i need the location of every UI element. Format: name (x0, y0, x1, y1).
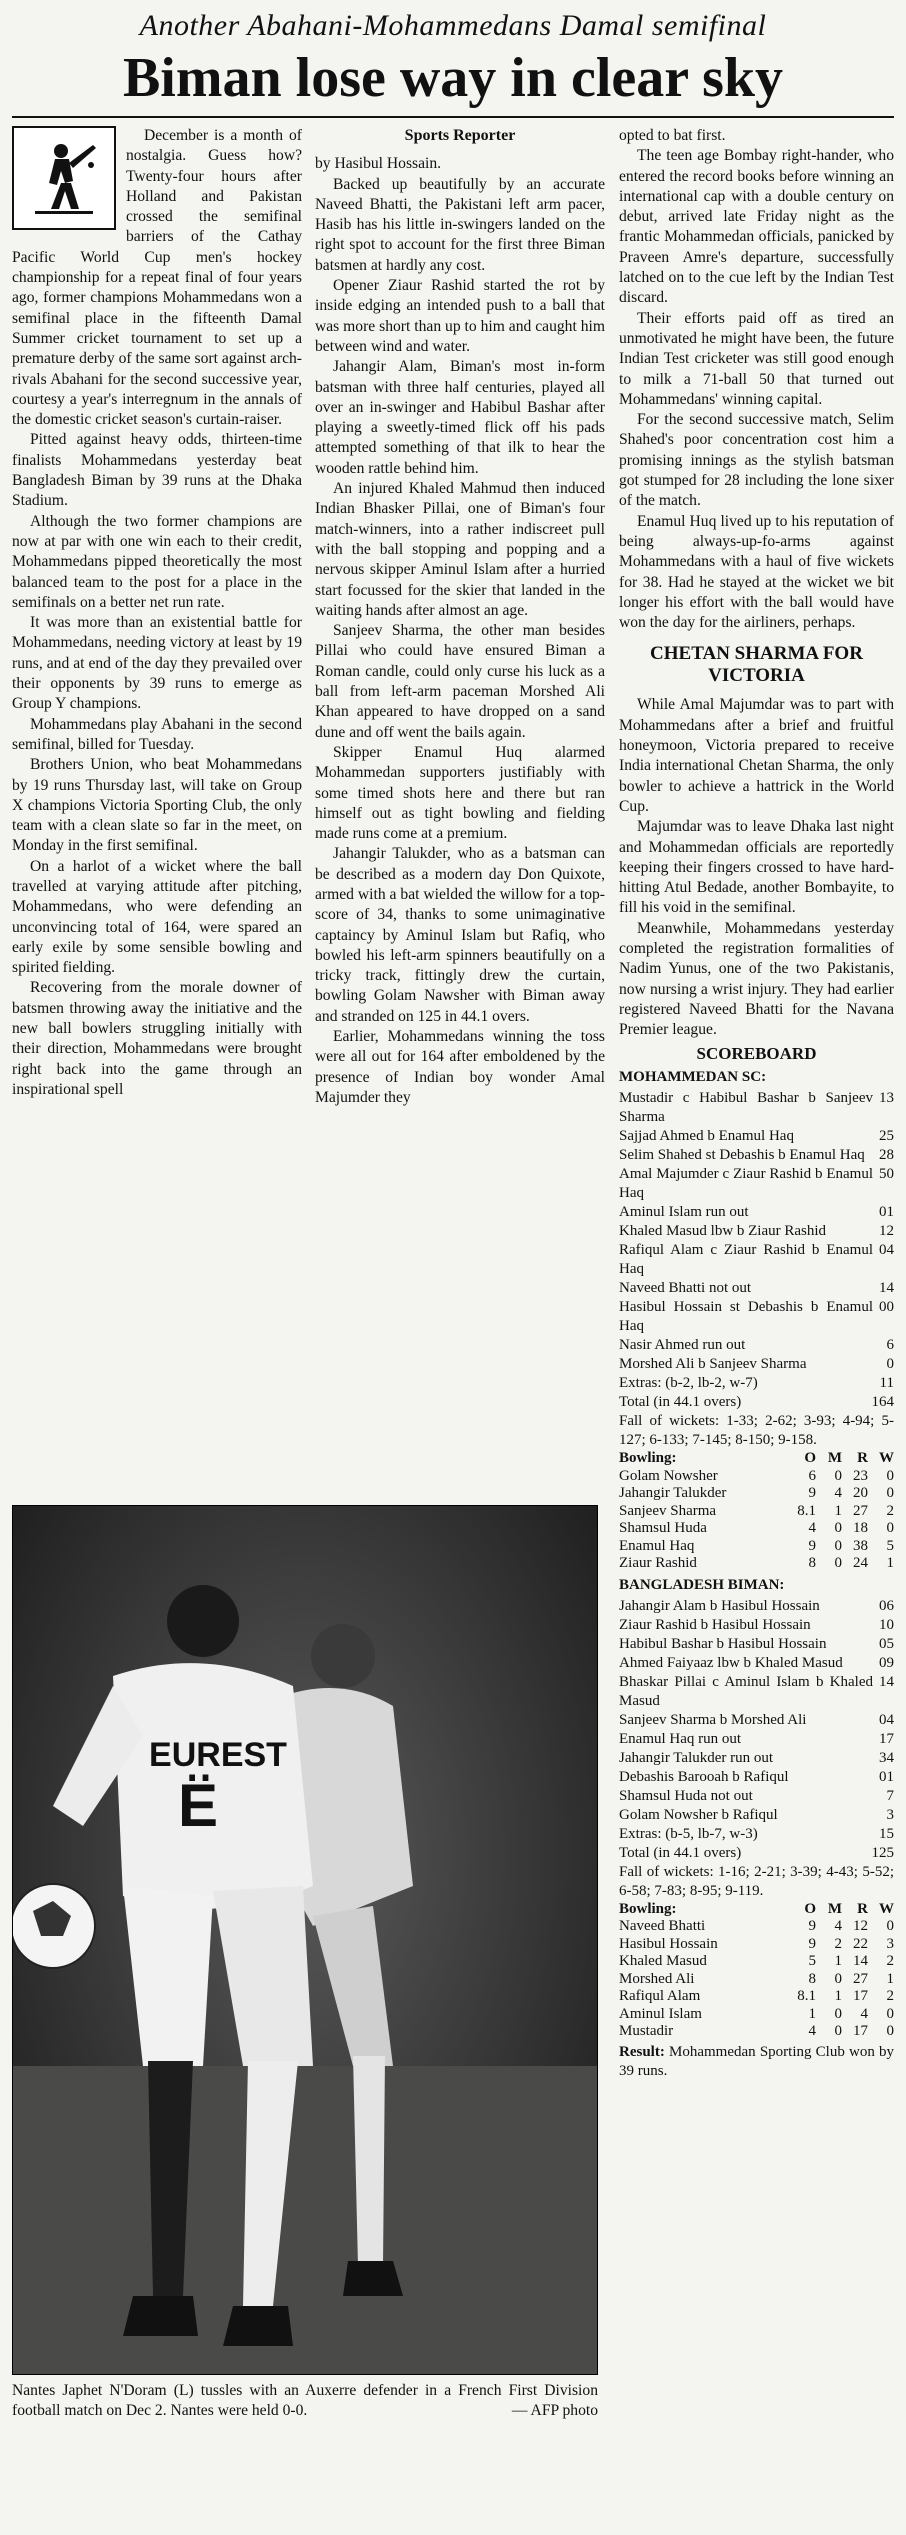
bowling-figure: 0 (834, 2005, 842, 2022)
bowling-figure: 0 (834, 1537, 842, 1554)
batting-row (619, 1806, 894, 1825)
batting-row (619, 1279, 894, 1298)
bowling-figure: 24 (853, 1555, 868, 1572)
batting-row (619, 1787, 894, 1806)
bowling-figure: 4 (834, 1918, 842, 1935)
batting-row (619, 1355, 894, 1374)
batsman-dismissal: Jahangir Talukder run out (619, 1749, 774, 1766)
caption-text: Nantes Japhet N'Doram (L) tussles with an Auxerre defender in a French First Division football match on Dec 2. Nantes were held 0-0. (12, 2382, 598, 2419)
bowling-header-cell: Bowling: (619, 1450, 677, 1467)
bowling-row (619, 1485, 894, 1503)
paragraph: opted to bat first. (619, 127, 726, 144)
bowling-figure: 14 (853, 1953, 868, 1970)
runs-scored: 14 (879, 1280, 894, 1297)
batting-row (619, 1730, 894, 1749)
bowling-header-cell: O (804, 1900, 816, 1917)
batsman-dismissal: Habibul Bashar b Hasibul Hossain (619, 1635, 827, 1652)
bowling-figure: 1 (834, 1953, 842, 1970)
paragraph: Majumdar was to leave Dhaka last night and Mohammedan officials are reportedly keeping their fingers crossed to have hard-hitting Atul Bedade, another Bombayite, to fill his void in the semifinal. (619, 818, 894, 917)
batting-row (619, 1393, 894, 1412)
paragraph: Recovering from the morale downer of batsmen throwing away the initiative and the new ball bowlers struggling initially with their direction, Mohammedans were brought right back into the game through an inspirational spell (12, 979, 302, 1098)
bowling-header-cell: W (879, 1450, 894, 1467)
batting-row (619, 1711, 894, 1730)
batsman-dismissal: Bhaskar Pillai c Aminul Islam b Khaled Masud (619, 1673, 873, 1709)
runs-scored: 10 (879, 1616, 894, 1633)
bowling-figure: 9 (808, 1935, 816, 1952)
shirt-sponsor: EUREST (149, 1736, 287, 1774)
batting-row (619, 1825, 894, 1844)
bowling-header-cell: O (804, 1450, 816, 1467)
bowling-figure: 2 (834, 1935, 842, 1952)
column-3 (619, 126, 894, 2081)
subheading: CHETAN SHARMA FOR VICTORIA (650, 643, 863, 687)
batting-row (619, 1165, 894, 1203)
paragraph: by Hasibul Hossain. (315, 155, 442, 173)
bowling-figure: 1 (808, 2005, 816, 2022)
bowling-header-cell: R (857, 1450, 868, 1467)
batting-row (619, 1673, 894, 1711)
runs-scored: 6 (886, 1337, 894, 1354)
bowling-figure: 6 (808, 1467, 816, 1484)
match-result (619, 2043, 894, 2081)
bowler-name: Aminul Islam (619, 2005, 702, 2022)
batsman-dismissal: Extras: (b-2, lb-2, w-7) (619, 1375, 758, 1392)
runs-scored: 125 (871, 1844, 894, 1861)
bowling-figure: 0 (834, 2023, 842, 2040)
batting-row (619, 1336, 894, 1355)
runs-scored: 25 (879, 1128, 894, 1145)
batsman-dismissal: Nasir Ahmed run out (619, 1337, 746, 1354)
bowling-header-row (619, 1450, 894, 1468)
bowling-figure: 27 (853, 1970, 868, 1987)
batsman-dismissal: Morshed Ali b Sanjeev Sharma (619, 1356, 807, 1373)
bowling-header-cell: M (827, 1450, 842, 1467)
bowling-figure: 17 (853, 1988, 868, 2005)
batting-row (619, 1749, 894, 1768)
bowling-row (619, 1936, 894, 1954)
bowling-header-cell: W (879, 1900, 894, 1917)
batsman-dismissal: Aminul Islam run out (619, 1204, 749, 1221)
bowling-row (619, 1988, 894, 2006)
batsman-dismissal: Hasibul Hossain st Debashis b Enamul Haq (619, 1299, 873, 1335)
batting-row (619, 1844, 894, 1863)
bowling-row (619, 1953, 894, 1971)
runs-scored: 17 (879, 1730, 894, 1747)
bowling-figure: 2 (886, 1502, 894, 1519)
batsman-dismissal: Golam Nowsher b Rafiqul (619, 1806, 778, 1823)
bowler-name: Mustadir (619, 2023, 674, 2040)
batting-row (619, 1146, 894, 1165)
batsman-dismissal: Ahmed Faiyaaz lbw b Khaled Masud (619, 1654, 843, 1671)
bowling-figure: 27 (853, 1502, 868, 1519)
column-1 (12, 126, 302, 1100)
paragraph: Backed up beautifully by an accurate Naveed Bhatti, the Pakistani left arm pacer, Hasib has his little in-swingers landed on the right spot to account for the first three Biman batsmen at hardly any cost. (315, 175, 605, 274)
bowling-figure: 2 (886, 1953, 894, 1970)
batsman-dismissal: Selim Shahed st Debashis b Enamul Haq (619, 1147, 865, 1164)
paragraph: Sanjeev Sharma, the other man besides Pillai who could have ensured Biman a Roman candle, could only curse his luck as a ball from left-arm paceman Morshed Ali Khan appeared to have dropped on a sand dune and off went the bails again. (315, 622, 605, 741)
bowling-figure: 4 (834, 1485, 842, 1502)
bowling-figure: 1 (834, 1988, 842, 2005)
paragraph: Jahangir Talukder, who as a batsman can be described as a modern day Don Quixote, armed with a bat wielded the willow for a top-score of 34, thanks to some unimaginative captaincy by Aminul Islam but Rafiq, who bowled his left-arm spinners beautifully on a tricky track, fittingly drew the curtain, bowling Golam Nawsher with Biman away and stranded on 125 in 44.1 overs. (315, 845, 605, 1025)
paragraph: Jahangir Alam, Biman's most in-form batsman with three half centuries, played all over an in-swinger and Habibul Bashar after playing a sweetly-timed flick off his pads attempted something of that ilk to hear the wooden rattle behind him. (315, 358, 605, 477)
bowler-name: Ziaur Rashid (619, 1555, 697, 1572)
bowling-card-mohammedan (619, 1901, 894, 2041)
bowling-figure: 0 (834, 1467, 842, 1484)
runs-scored: 50 (879, 1166, 894, 1183)
batting-row (619, 1089, 894, 1127)
paragraph: An injured Khaled Mahmud then induced Indian Bhasker Pillai, one of Biman's four match-winners, into a rather indiscreet pull with the ball stopping and popping and a nervous skipper Aminul Islam after a hurried start focussed for the skier that landed in the waiting hands after almost an age. (315, 480, 605, 619)
runs-scored: 28 (879, 1147, 894, 1164)
bowling-header-row (619, 1901, 894, 1919)
runs-scored: 11 (879, 1375, 894, 1392)
cricket-batsman-icon (12, 126, 116, 230)
bowling-figure: 9 (808, 1485, 816, 1502)
paragraph: Skipper Enamul Huq alarmed Mohammedan supporters justifiably with some timed shots here and there but ran himself out as tight bowling and fielding made runs come at a premium. (315, 743, 605, 843)
bowling-figure: 0 (834, 1520, 842, 1537)
paragraph: For the second successive match, Selim Shahed's poor concentration cost him a promising innings as the stylish batsman got stumped for 28 including the lone sixer of the match. (619, 411, 894, 510)
bowling-figure: 3 (886, 1935, 894, 1952)
paragraph: The teen age Bombay right-hander, who entered the record books before winning an international cap with a double century on debut, arrived late Friday night as the frantic Mohammedan officials, panicked by Praveen Amre's departure, successfully latched on to the cue left by the Indian Test discard. (619, 147, 894, 307)
runs-scored: 09 (879, 1654, 894, 1671)
scoreboard-title: SCOREBOARD (696, 1044, 817, 1064)
batsman-dismissal: Total (in 44.1 overs) (619, 1844, 742, 1861)
bowling-figure: 12 (853, 1918, 868, 1935)
photo-caption (12, 2381, 598, 2421)
runs-scored: 01 (879, 1768, 894, 1785)
bowling-figure: 9 (808, 1537, 816, 1554)
runs-scored: 0 (886, 1356, 894, 1373)
batsman-dismissal: Debashis Barooah b Rafiqul (619, 1768, 789, 1785)
batting-row (619, 1597, 894, 1616)
batsman-dismissal: Extras: (b-5, lb-7, w-3) (619, 1825, 758, 1842)
bowling-card-biman (619, 1450, 894, 1573)
bowling-figure: 22 (853, 1935, 868, 1952)
result-text: Mohammedan Sporting Club won by 39 runs. (619, 2043, 894, 2079)
fall-of-wickets: Fall of wickets: 1-16; 2-21; 3-39; 4-43; 5-52; 6-58; 7-83; 8-95; 9-119. (619, 1863, 894, 1899)
bowling-figure: 0 (834, 1555, 842, 1572)
batting-row (619, 1203, 894, 1222)
bowling-row (619, 1538, 894, 1556)
runs-scored: 12 (879, 1223, 894, 1240)
batting-row (619, 1374, 894, 1393)
bowling-figure: 4 (808, 2023, 816, 2040)
bowling-figure: 8.1 (797, 1988, 816, 2005)
bowler-name: Shamsul Huda (619, 1520, 707, 1537)
batsman-dismissal: Sajjad Ahmed b Enamul Haq (619, 1128, 794, 1145)
batting-row (619, 1241, 894, 1279)
batsman-dismissal: Total (in 44.1 overs) (619, 1394, 742, 1411)
bowler-name: Naveed Bhatti (619, 1918, 706, 1935)
paragraph: Their efforts paid off as tired an unmotivated he might have been, the future Indian Test cricketer was still good enough to milk a 71-ball 50 that turned out Mohammedans' winning capital. (619, 309, 894, 408)
batting-row (619, 1616, 894, 1635)
paragraph: Meanwhile, Mohammedans yesterday completed the registration formalities of Nadim Yunus, one of the two Pakistanis, now nursing a wrist injury. They had earlier registered Naveed Bhatti for the Navana Premier league. (619, 919, 894, 1039)
paragraph: While Amal Majumdar was to part with Mohammedans after a brief and fruitful honeymoon, Victoria prepared to receive India international Chetan Sharma, the only bowler to achieve a hattrick in the World Cup. (619, 696, 894, 815)
bowling-header-cell: R (857, 1900, 868, 1917)
bowling-figure: 20 (853, 1485, 868, 1502)
batsman-dismissal: Jahangir Alam b Hasibul Hossain (619, 1597, 820, 1614)
bowling-figure: 5 (886, 1537, 894, 1554)
bowling-row (619, 2023, 894, 2041)
bowler-name: Golam Nowsher (619, 1467, 718, 1484)
runs-scored: 00 (879, 1299, 894, 1316)
batting-row (619, 1635, 894, 1654)
batsman-dismissal: Mustadir c Habibul Bashar b Sanjeev Sharma (619, 1090, 873, 1126)
bowling-row (619, 2006, 894, 2024)
result-label: Result: (619, 2043, 665, 2060)
batting-row (619, 1127, 894, 1146)
team-heading: MOHAMMEDAN SC: (619, 1068, 767, 1085)
runs-scored: 05 (879, 1635, 894, 1652)
paragraph: On a harlot of a wicket where the ball travelled at varying attitude after pitching, Mohammedans, who were defending an unconvincing total of 164, were spared an early exile by some sensible bowling and spirited fielding. (12, 857, 302, 977)
bowling-figure: 0 (886, 1485, 894, 1502)
kicker: Another Abahani-Mohammedans Damal semifinal (139, 9, 767, 42)
runs-scored: 14 (879, 1673, 894, 1690)
bowling-figure: 4 (860, 2005, 868, 2022)
paragraph: Opener Ziaur Rashid started the rot by inside edging an intended push to a ball that was more short than up to him and caught him between wind and water. (315, 277, 605, 355)
bowling-figure: 38 (853, 1537, 868, 1554)
svg-text:Ë: Ë (177, 1772, 219, 1839)
paragraph: Mohammedans play Abahani in the second semifinal, billed for Tuesday. (12, 715, 302, 753)
batsman-dismissal: Enamul Haq run out (619, 1730, 742, 1747)
bowling-figure: 0 (886, 1467, 894, 1484)
bowler-name: Khaled Masud (619, 1953, 707, 1970)
batting-row (619, 1222, 894, 1241)
paragraph: It was more than an existential battle for Mohammedans, needing victory at least by 19 runs, and at end of the day they prevailed over their opponents by 39 runs to emerge as Group Y champions. (12, 614, 302, 713)
bowling-figure: 0 (886, 1520, 894, 1537)
bowler-name: Rafiqul Alam (619, 1988, 701, 2005)
paragraph: Brothers Union, who beat Mohammedans by 19 runs Thursday last, will take on Group X champions Victoria Sporting Club, the only team with a clean slate so far in the meet, on Monday in the first semifinal. (12, 756, 302, 855)
bowling-row (619, 1468, 894, 1486)
batsman-dismissal: Sanjeev Sharma b Morshed Ali (619, 1711, 807, 1728)
batting-row (619, 1768, 894, 1787)
runs-scored: 01 (879, 1204, 894, 1221)
paragraph: Enamul Huq lived up to his reputation of being always-up-fo-arms against Mohammedans with a haul of five wickets for 38. Had he stayed at the wicket we bit longer his effort with the ball would have won the day for the airliners, perhaps. (619, 512, 894, 632)
bowling-figure: 8.1 (797, 1502, 816, 1519)
bowling-figure: 0 (886, 1918, 894, 1935)
runs-scored: 34 (879, 1749, 894, 1766)
bowling-row (619, 1918, 894, 1936)
bowling-figure: 0 (886, 2023, 894, 2040)
bowler-name: Jahangir Talukder (619, 1485, 727, 1502)
batting-row (619, 1298, 894, 1336)
photo-block (12, 1505, 598, 2421)
batsman-dismissal: Amal Majumder c Ziaur Rashid b Enamul Haq (619, 1166, 873, 1202)
bowling-figure: 5 (808, 1953, 816, 1970)
bowling-row (619, 1971, 894, 1989)
bowler-name: Morshed Ali (619, 1970, 695, 1987)
bowling-header-cell: M (827, 1900, 842, 1917)
byline: Sports Reporter (404, 127, 516, 144)
bowler-name: Enamul Haq (619, 1537, 695, 1554)
batsman-dismissal: Shamsul Huda not out (619, 1787, 753, 1804)
runs-scored: 164 (871, 1394, 894, 1411)
bowling-row (619, 1520, 894, 1538)
batting-card-mohammedan (619, 1089, 894, 1412)
bowling-figure: 8 (808, 1970, 816, 1987)
bowling-figure: 1 (886, 1555, 894, 1572)
headline: Biman lose way in clear sky (12, 46, 894, 118)
runs-scored: 7 (886, 1787, 894, 1804)
photo-credit: — AFP photo (511, 2402, 598, 2419)
bowling-figure: 17 (853, 2023, 868, 2040)
batting-card-biman (619, 1597, 894, 1863)
runs-scored: 3 (886, 1806, 894, 1823)
bowling-figure: 18 (853, 1520, 868, 1537)
runs-scored: 15 (879, 1825, 894, 1842)
runs-scored: 04 (879, 1711, 894, 1728)
bowling-figure: 1 (834, 1502, 842, 1519)
batsman-dismissal: Rafiqul Alam c Ziaur Rashid b Enamul Haq (619, 1242, 873, 1278)
bowling-figure: 9 (808, 1918, 816, 1935)
runs-scored: 04 (879, 1242, 894, 1259)
column-2 (315, 126, 605, 1108)
paragraph: Pitted against heavy odds, thirteen-time finalists Mohammedans yesterday beat Bangladesh Biman by 39 runs at the Dhaka Stadium. (12, 431, 302, 510)
bowling-figure: 2 (886, 1988, 894, 2005)
bowler-name: Hasibul Hossain (619, 1935, 718, 1952)
paragraph: Although the two former champions are now at par with one win each to their credit, Mohammedans pipped theoretically the most balanced team to the post for a place in the semifinals on a better net run rate. (12, 512, 302, 611)
paragraph: December is a month of nostalgia. Guess how? Twenty-four hours after Holland and Pakistan crossed the semifinal barriers of the Cathay Pacific World Cup men's hockey championship for a repeat final of four years ago, former champions Mohammedans won a semifinal place in the fifteenth Damal Summer cricket tournament to set up a premature derby of the same sort against arch-rivals Abahani for the second successive year, courtesy a year's interregnum in the annals of the domestic cricket season's curtain-raiser. (12, 127, 302, 429)
bowling-figure: 0 (834, 1970, 842, 1987)
bowling-row (619, 1555, 894, 1573)
bowling-figure: 23 (853, 1467, 868, 1484)
fall-of-wickets: Fall of wickets: 1-33; 2-62; 3-93; 4-94; 5-127; 6-133; 7-145; 8-150; 9-158. (619, 1413, 894, 1449)
batsman-dismissal: Khaled Masud lbw b Ziaur Rashid (619, 1223, 827, 1240)
bowling-figure: 0 (886, 2005, 894, 2022)
bowler-name: Sanjeev Sharma (619, 1502, 717, 1519)
bowling-figure: 1 (886, 1970, 894, 1987)
batsman-dismissal: Ziaur Rashid b Hasibul Hossain (619, 1616, 811, 1633)
bowling-figure: 8 (808, 1555, 816, 1572)
runs-scored: 06 (879, 1597, 894, 1614)
batting-row (619, 1654, 894, 1673)
football-photo (12, 1505, 598, 2375)
batsman-dismissal: Naveed Bhatti not out (619, 1280, 752, 1297)
team-heading: BANGLADESH BIMAN: (619, 1576, 785, 1593)
paragraph: Earlier, Mohammedans winning the toss were all out for 164 after emboldened by the presence of Indian boy wonder Amal Majumder they (315, 1028, 605, 1106)
bowling-row (619, 1503, 894, 1521)
runs-scored: 13 (879, 1090, 894, 1107)
bowling-header-cell: Bowling: (619, 1900, 677, 1917)
bowling-figure: 4 (808, 1520, 816, 1537)
